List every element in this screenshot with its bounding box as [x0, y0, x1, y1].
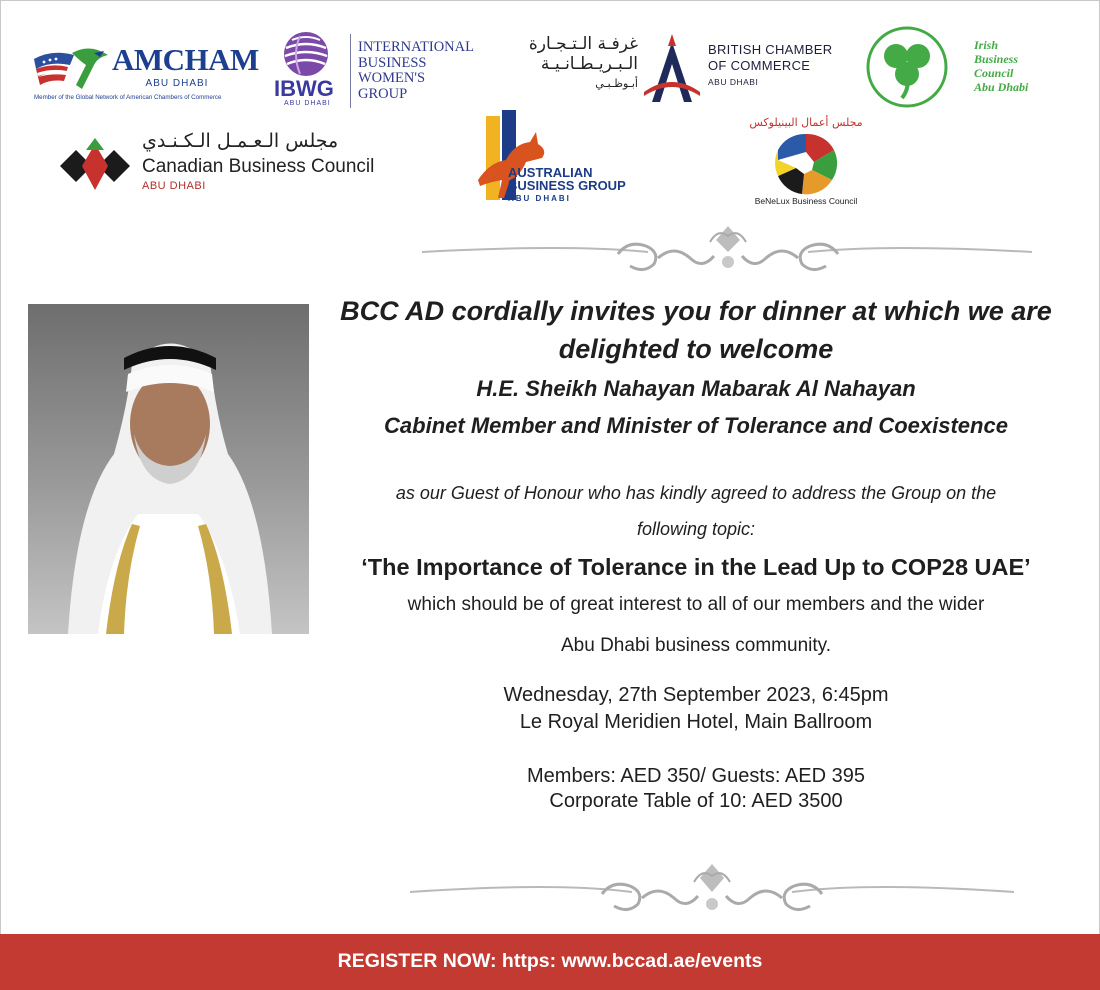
corporate-table-pricing: Corporate Table of 10: AED 3500	[549, 790, 843, 812]
invitation-text-block	[330, 292, 1062, 814]
guest-portrait-illustration	[28, 304, 309, 634]
amcham-city: ABU DHABI	[145, 78, 209, 89]
amcham-tagline: Member of the Global Network of American Chambers of Commerce	[34, 94, 222, 101]
event-date: Wednesday, 27th September 2023, 6:45pm	[503, 684, 889, 706]
guest-portrait	[28, 304, 309, 634]
ibwg-line3: WOMEN'S	[358, 70, 426, 86]
amcham-flag-eagle-icon	[32, 45, 112, 93]
ibwg-line1: INTERNATIONAL	[358, 39, 474, 55]
irish-council-name	[974, 38, 1028, 94]
ibwg-divider	[350, 34, 351, 108]
bcc-english-name	[708, 42, 832, 90]
headline-line2: delighted to welcome	[558, 334, 834, 364]
irish-line3: Council	[974, 66, 1014, 80]
amcham-name: AMCHAM	[112, 42, 259, 77]
ibwg-logo	[272, 30, 502, 110]
irish-line2: Business	[974, 52, 1019, 66]
irish-business-council-logo	[866, 26, 1066, 108]
interest-line2: Abu Dhabi business community.	[561, 635, 831, 656]
bcc-city: ABU DHABI	[708, 77, 759, 87]
australian-business-group-logo	[476, 110, 636, 202]
ibwg-line2: BUSINESS	[358, 54, 427, 71]
ibwg-abbr: IBWG	[274, 76, 334, 101]
ibwg-city: ABU DHABI	[284, 100, 331, 107]
topic-title: ‘The Importance of Tolerance in the Lead Up to COP28 UAE’	[361, 554, 1031, 580]
interest-line1: which should be of great interest to all of our members and the wider	[407, 594, 985, 615]
bottom-ornament-divider	[406, 860, 1018, 926]
register-link[interactable]: REGISTER NOW: https: www.bccad.ae/events	[337, 950, 763, 972]
member-guest-pricing: Members: AED 350/ Guests: AED 395	[527, 765, 865, 787]
guest-title: Cabinet Member and Minister of Tolerance and Coexistence	[384, 413, 1008, 438]
bcc-arabic-name	[518, 34, 638, 94]
ibwg-full-name	[358, 40, 474, 102]
bcc-arabic-line3: أبـوظـبـي	[595, 77, 638, 90]
canadian-city: ABU DHABI	[142, 180, 206, 192]
abg-name	[508, 166, 626, 205]
bcc-arabic-line1: غرفـة الـتـجـارة	[528, 34, 638, 54]
benelux-english-name: BeNeLux Business Council	[754, 196, 858, 206]
bcc-arabic-line2: الـبـريـطـانـيـة	[540, 54, 638, 74]
bcc-emblem-icon	[642, 32, 702, 104]
amcham-logo	[32, 40, 259, 104]
irish-line4: Abu Dhabi	[974, 80, 1029, 94]
canadian-arabic-name: مجلس الـعـمـل الـكـنـدي	[142, 130, 339, 152]
guest-intro-line1: as our Guest of Honour who has kindly agreed to address the Group on the	[395, 483, 997, 503]
canadian-english-name: Canadian Business Council	[142, 156, 375, 177]
register-banner[interactable]	[0, 934, 1100, 990]
guest-name: H.E. Sheikh Nahayan Mabarak Al Nahayan	[476, 376, 916, 401]
bcc-line2: OF COMMERCE	[708, 58, 811, 73]
abg-city: ABU DHABI	[508, 194, 571, 203]
shamrock-icon	[866, 26, 948, 108]
maple-leaf-icon	[56, 136, 134, 192]
ibwg-globe-icon	[282, 30, 330, 78]
ibwg-line4: GROUP	[358, 85, 408, 102]
event-venue: Le Royal Meridien Hotel, Main Ballroom	[519, 711, 873, 733]
guest-intro-line2: following topic:	[636, 519, 756, 539]
top-ornament-divider	[418, 222, 1038, 280]
canadian-business-council-logo	[56, 130, 375, 200]
bcc-logo	[518, 30, 838, 105]
bcc-line1: BRITISH CHAMBER	[708, 42, 833, 57]
benelux-arabic-name: مجلس أعمال البينيلوكس	[749, 116, 863, 129]
abg-line1: AUSTRALIAN	[508, 165, 593, 180]
abg-line2: BUSINESS GROUP	[508, 178, 626, 193]
benelux-business-council-logo	[744, 108, 868, 208]
irish-line1: Irish	[974, 38, 999, 52]
headline-line1: BCC AD cordially invites you for dinner at which we are	[340, 296, 1052, 326]
